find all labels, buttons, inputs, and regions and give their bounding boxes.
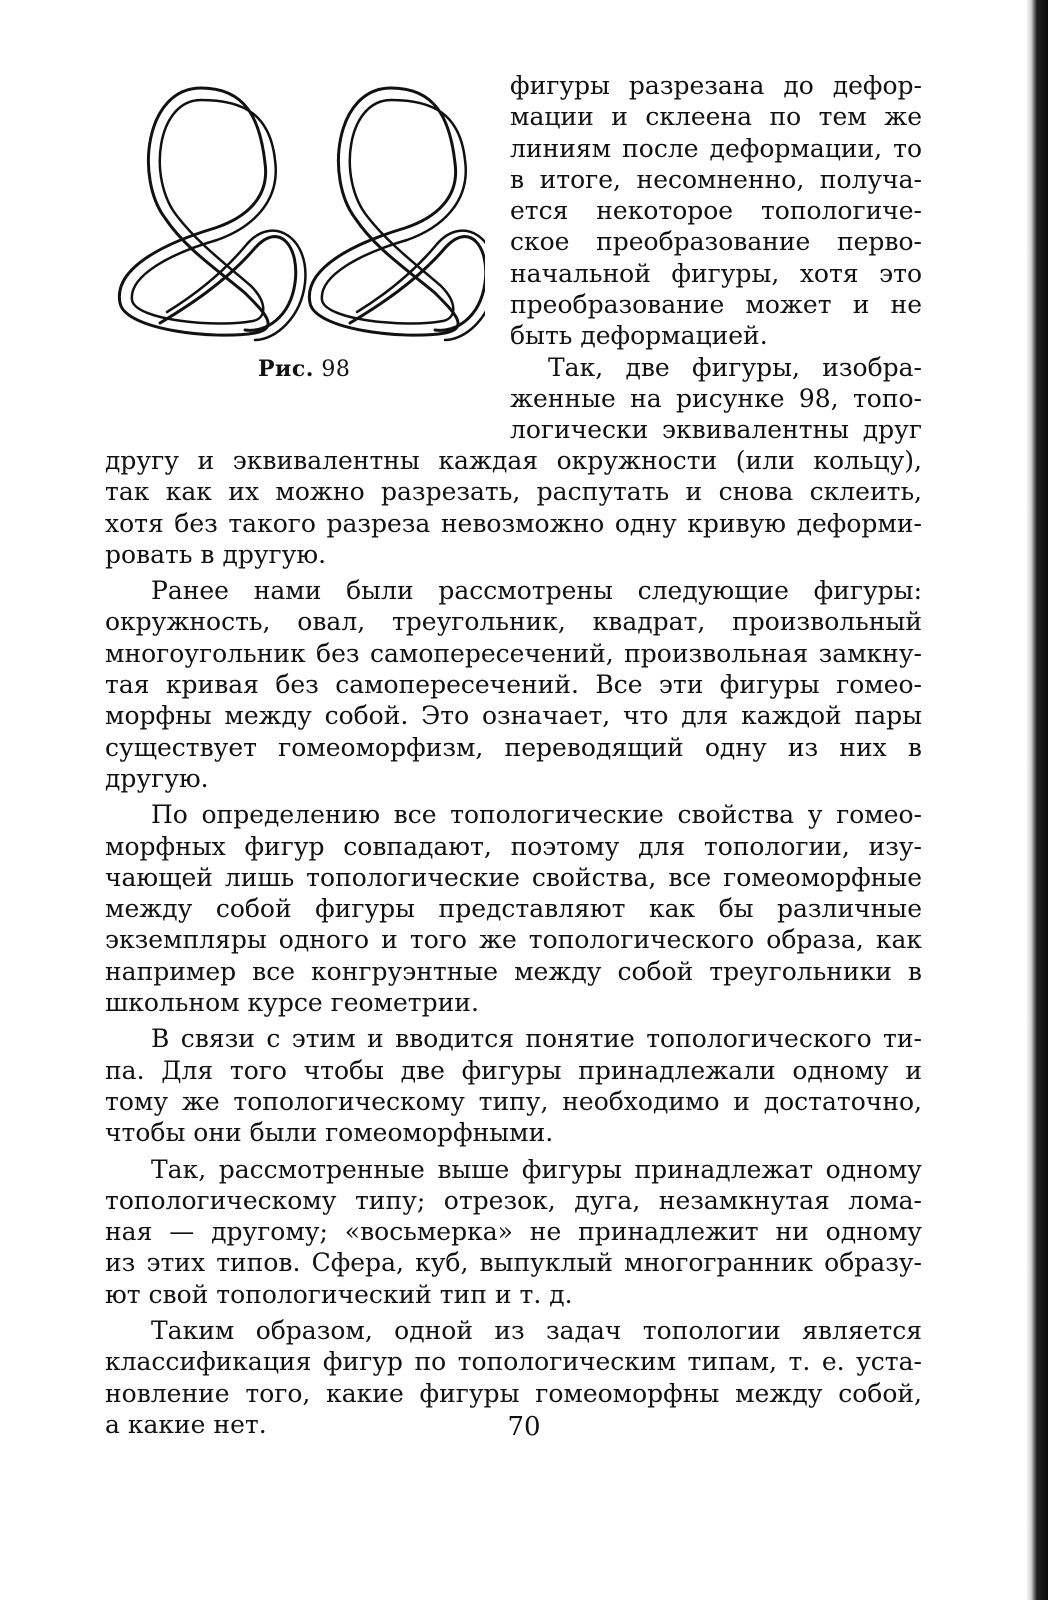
paragraph bbox=[105, 1023, 922, 1148]
text-line: логически эквивалентны друг bbox=[510, 415, 922, 445]
text-line: Ранее нами были рассмотрены следующие фигуры: bbox=[151, 576, 922, 606]
text-line: школьном курсе геометрии. bbox=[105, 988, 479, 1018]
text-line: ровать в другую. bbox=[105, 539, 327, 569]
page-number: 70 bbox=[507, 1412, 541, 1442]
text-line: другу и эквивалентны каждая окружности (или кольцу), bbox=[105, 446, 922, 475]
text-line: начальной фигуры, хотя это bbox=[510, 258, 922, 288]
text-line: новление того, какие фигуры гомеоморфны между собой, bbox=[105, 1378, 922, 1408]
figure-caption bbox=[258, 356, 350, 382]
text-line: быть деформацией. bbox=[510, 321, 768, 351]
text-line: морфны между собой. Это означает, что для каждой пары bbox=[105, 701, 922, 731]
text-line: тому же топологическому типу, необходимо и достаточно, bbox=[105, 1086, 922, 1116]
text-line: экземпляры одного и того же топологического образа, как bbox=[105, 925, 922, 955]
caption-number: 98 bbox=[321, 357, 351, 382]
text-line: па. Для того чтобы две фигуры принадлежали одному и bbox=[105, 1055, 922, 1085]
knot-figure bbox=[105, 68, 485, 368]
text-line: ется некоторое топологиче- bbox=[510, 196, 922, 226]
text-line: В связи с этим и вводится понятие топологического ти- bbox=[151, 1024, 922, 1054]
text-line: хотя без такого разреза невозможно одну кривую деформи- bbox=[105, 508, 922, 538]
text-line: Таким образом, одной из задач топологии является bbox=[151, 1316, 922, 1346]
text-line: Так, две фигуры, изобра- bbox=[548, 352, 922, 382]
paragraph bbox=[105, 799, 922, 1018]
text-line: ная — другому; «восьмерка» не принадлежит ни одному bbox=[105, 1217, 922, 1247]
text-line: тая кривая без самопересечений. Все эти фигуры гомео- bbox=[105, 670, 922, 700]
text-line: морфных фигур совпадают, поэтому для топологии, изу- bbox=[105, 831, 922, 861]
text-line: классификация фигур по топологическим типам, т. е. уста- bbox=[105, 1347, 922, 1377]
text-line: так как их можно разрезать, распутать и снова склеить, bbox=[105, 477, 922, 507]
main-column-text bbox=[105, 445, 922, 1445]
text-line: окружность, овал, треугольник, квадрат, произвольный bbox=[105, 607, 922, 637]
text-line: существует гомеоморфизм, переводящий одну из них в bbox=[105, 732, 922, 762]
side-column-text bbox=[510, 70, 922, 446]
text-line: из этих типов. Сфера, куб, выпуклый многогранник образу- bbox=[105, 1248, 922, 1278]
text-line: По определению все топологические свойства у гомео- bbox=[151, 800, 922, 830]
text-line: линиям после деформации, то bbox=[510, 133, 922, 163]
text-line: ское преобразование перво- bbox=[510, 227, 922, 257]
text-line: в итоге, несомненно, получа- bbox=[510, 164, 922, 194]
trefoil-knots-illustration bbox=[105, 68, 485, 358]
paragraph bbox=[105, 445, 922, 570]
text-line: а какие нет. bbox=[105, 1409, 267, 1439]
text-line: Так, рассмотренные выше фигуры принадлежат одному bbox=[151, 1154, 922, 1184]
text-line: ют свой топологический тип и т. д. bbox=[105, 1279, 573, 1309]
paragraph bbox=[105, 575, 922, 794]
text-line: между собой фигуры представляют как бы различные bbox=[105, 894, 922, 924]
text-line: другую. bbox=[105, 763, 209, 793]
paragraph bbox=[510, 70, 922, 352]
book-binding-edge bbox=[1008, 0, 1048, 1600]
paragraph bbox=[105, 1154, 922, 1310]
text-line: многоугольник без самопересечений, произвольная замкну- bbox=[105, 638, 922, 668]
caption-label: Рис. bbox=[258, 356, 314, 382]
left-trefoil-knot bbox=[119, 88, 305, 340]
right-trefoil-knot bbox=[309, 88, 485, 340]
text-line: мации и склеена по тем же bbox=[510, 102, 922, 132]
text-line: чтобы они были гомеоморфными. bbox=[105, 1118, 554, 1148]
text-line: топологическому типу; отрезок, дуга, незамкнутая лома- bbox=[105, 1185, 922, 1215]
text-line: чающей лишь топологические свойства, все гомеоморфные bbox=[105, 862, 922, 892]
text-line: женные на рисунке 98, топо- bbox=[510, 383, 922, 413]
paragraph bbox=[510, 352, 922, 446]
text-line: преобразование может и не bbox=[510, 290, 922, 320]
text-line: например все конгруэнтные между собой треугольники в bbox=[105, 956, 922, 986]
text-line: фигуры разрезана до дефор- bbox=[510, 71, 922, 100]
